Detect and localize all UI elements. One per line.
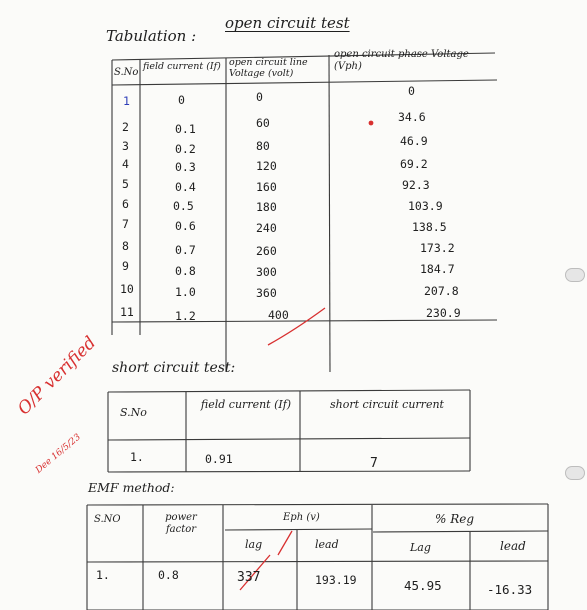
oc-header-phase: open circuit phase Voltage (Vph)	[334, 49, 469, 72]
sc-row-current: 7	[370, 456, 378, 471]
sc-header-current: short circuit current	[330, 398, 444, 411]
oc-row-10-line: 360	[256, 286, 277, 300]
sc-section-title: short circuit test:	[112, 360, 236, 376]
emf-header-reg-lag: Lag	[410, 541, 431, 554]
oc-row-4-sno: 4	[122, 157, 129, 171]
oc-row-3-field: 0.2	[175, 142, 196, 156]
oc-row-10-phase: 207.8	[424, 284, 459, 298]
emf-row-eph-lead: 193.19	[315, 573, 357, 587]
oc-row-8-line: 260	[256, 244, 277, 258]
oc-row-1-line: 0	[256, 90, 263, 104]
binder-ring-icon	[565, 268, 585, 282]
oc-row-7-field: 0.6	[175, 219, 196, 233]
oc-row-11-phase: 230.9	[426, 306, 461, 320]
oc-row-10-field: 1.0	[175, 285, 196, 299]
oc-row-5-phase: 92.3	[402, 178, 430, 192]
oc-row-5-line: 160	[256, 180, 277, 194]
oc-row-9-field: 0.8	[175, 264, 196, 278]
oc-row-2-sno: 2	[122, 120, 129, 134]
oc-row-8-phase: 173.2	[420, 241, 455, 255]
oc-row-7-phase: 138.5	[412, 220, 447, 234]
oc-row-9-phase: 184.7	[420, 262, 455, 276]
oc-row-9-sno: 9	[122, 259, 129, 273]
verified-signature: Dee 16/5/23	[34, 432, 83, 476]
oc-header-line: open circuit line Voltage (volt)	[229, 57, 308, 79]
emf-header-sno: S.NO	[94, 514, 121, 525]
oc-row-4-line: 120	[256, 159, 277, 173]
oc-row-3-sno: 3	[122, 139, 129, 153]
oc-row-8-sno: 8	[122, 239, 129, 253]
binder-ring-icon	[565, 466, 585, 480]
oc-row-6-line: 180	[256, 200, 277, 214]
oc-row-9-line: 300	[256, 265, 277, 279]
oc-row-6-sno: 6	[122, 197, 129, 211]
oc-row-5-field: 0.4	[175, 180, 196, 194]
oc-row-7-line: 240	[256, 221, 277, 235]
oc-row-11-sno: 11	[120, 305, 134, 319]
sc-row-field: 0.91	[205, 452, 233, 466]
oc-row-6-phase: 103.9	[408, 199, 443, 213]
emf-section-title: EMF method:	[88, 480, 175, 495]
emf-row-pf: 0.8	[158, 568, 179, 582]
title-prefix: Tabulation :	[106, 27, 197, 45]
emf-header-reg: % Reg	[435, 512, 475, 526]
sc-header-field: field current (If)	[200, 398, 292, 411]
oc-row-2-line: 60	[256, 116, 270, 130]
oc-row-2-phase: 34.6	[398, 110, 426, 124]
oc-row-3-phase: 46.9	[400, 134, 428, 148]
oc-row-4-field: 0.3	[175, 160, 196, 174]
emf-header-eph-lead: lead	[315, 538, 339, 551]
oc-row-1-phase: 0	[408, 84, 415, 98]
page-title: open circuit test	[225, 14, 350, 32]
oc-row-2-field: 0.1	[175, 122, 196, 136]
oc-row-5-sno: 5	[122, 177, 129, 191]
sc-header-sno: S.No	[120, 406, 147, 419]
oc-row-11-field: 1.2	[175, 309, 196, 323]
oc-row-1-sno: 1	[123, 94, 130, 108]
sc-row-sno: 1.	[130, 450, 144, 464]
emf-row-reg-lead: -16.33	[487, 582, 533, 597]
emf-row-sno: 1.	[96, 568, 110, 582]
emf-header-reg-lead: lead	[500, 539, 526, 553]
verified-annotation: O/P verified	[14, 332, 101, 420]
oc-header-field: field current (If)	[143, 61, 221, 72]
oc-header-sno: S.No	[114, 67, 139, 78]
oc-row-10-sno: 10	[120, 282, 134, 296]
oc-row-4-phase: 69.2	[400, 157, 428, 171]
emf-header-pf: power factor	[165, 512, 197, 535]
emf-row-reg-lag: 45.95	[404, 578, 442, 593]
oc-row-7-sno: 7	[122, 217, 129, 231]
oc-row-6-field: 0.5	[173, 199, 194, 213]
oc-row-1-field: 0	[178, 93, 185, 107]
oc-row-8-field: 0.7	[175, 243, 196, 257]
oc-row-3-line: 80	[256, 139, 270, 153]
emf-header-eph: Eph (v)	[283, 512, 320, 523]
oc-row-11-line: 400	[268, 308, 289, 322]
emf-row-eph-lag: 337	[237, 570, 261, 585]
emf-header-eph-lag: lag	[245, 538, 263, 551]
